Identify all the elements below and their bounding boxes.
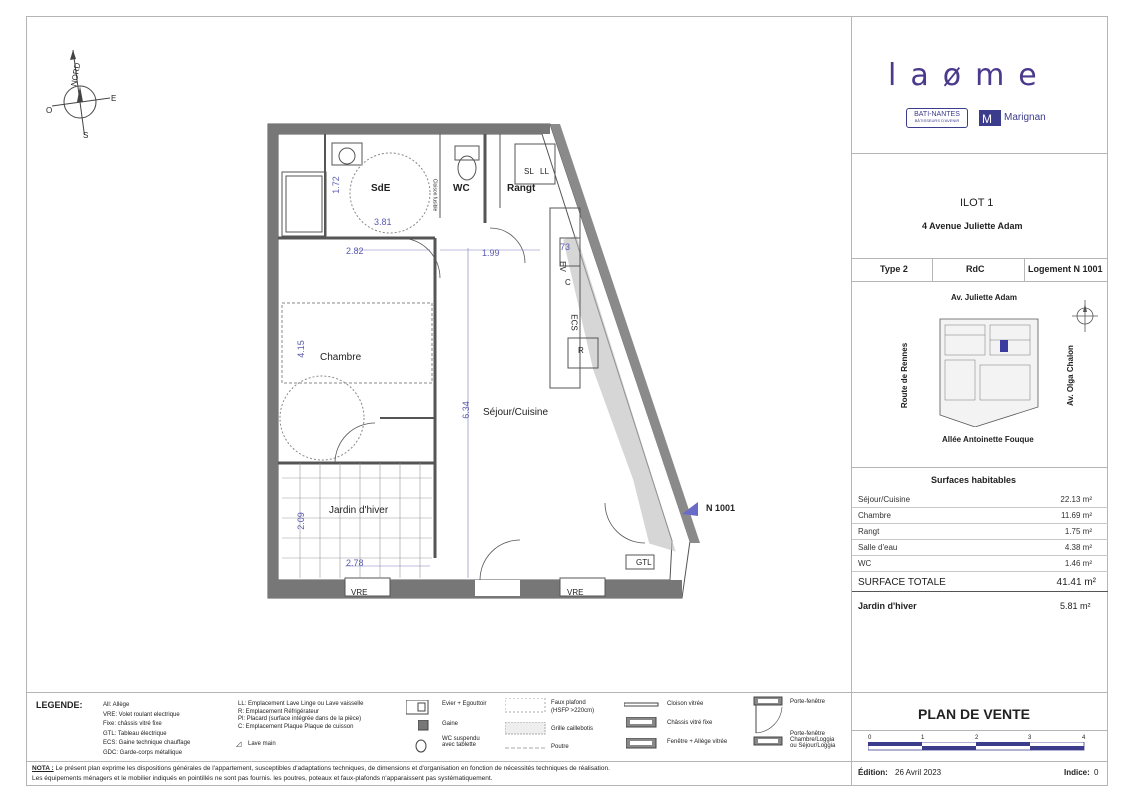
legend-item: ECS: Gaine technique chauffage [103, 740, 191, 746]
surface-row-label: Chambre [858, 511, 891, 520]
legend-item: Châssis vitré fixe [667, 720, 713, 726]
legend-item: Gaine [442, 721, 459, 727]
porte-fenetre-icon [752, 695, 786, 761]
room-wc: WC [453, 183, 470, 194]
indice-value: 0 [1094, 768, 1099, 777]
note-line-2: Les équipements ménagers et le mobilier indiqués en pointillés ne sont pas fournis. les poutres, poteaux et faux-plafonds n'apparaissent pas systématiquement. [32, 775, 493, 782]
street-east: Av. Olga Chalon [1065, 345, 1075, 406]
legend-item: GTL: Tableau électrique [103, 730, 167, 737]
surface-row [852, 492, 1108, 508]
ilot-title: ILOT 1 [960, 197, 994, 209]
surface-row [852, 540, 1108, 556]
faux-plafond-icon [505, 698, 547, 714]
legend-col3 [442, 701, 487, 748]
surface-row-value: 1.75 m² [1064, 527, 1092, 536]
street-west: Route de Rennes [900, 342, 910, 409]
legend-col5 [667, 701, 727, 745]
wc-icon [414, 737, 428, 753]
street-south: Allée Antoinette Fouque [942, 435, 1034, 444]
label-sl: SL [524, 167, 534, 176]
location-compass-icon [1070, 298, 1100, 334]
surface-row [852, 556, 1108, 572]
surface-row-label: Salle d'eau [858, 543, 898, 552]
divider [26, 692, 1108, 693]
note-text-1: Le présent plan exprime les dispositions générales de l'appartement, susceptibles d'adaptations techniques, de dimensions et d'organisation en fonction de nécessités techniques de réalisation. [55, 765, 610, 772]
plan-de-vente-title: PLAN DE VENTE [918, 706, 1031, 722]
scale-tick: 3 [1028, 735, 1032, 741]
legend-item: Porte-fenêtre [790, 699, 826, 705]
scale-tick: 0 [868, 735, 872, 741]
divider [851, 281, 1108, 282]
chassis-fixe-icon [626, 717, 658, 729]
fenetre-icon [626, 738, 658, 750]
legend-item: Pl: Placard (surface intégrée dans de la pièce) [238, 716, 362, 722]
surface-row-value: 4.38 m² [1064, 543, 1092, 552]
legend-item: C: Emplacement Plaque Plaque de cuisson [238, 723, 354, 730]
evier-icon [406, 700, 430, 716]
room-jardin: Jardin d'hiver [329, 505, 389, 516]
label-vre-1: VRE [351, 588, 368, 597]
grille-icon [505, 722, 547, 736]
unit-marker-icon [682, 502, 698, 516]
partner-batinantes-name: BATI-NANTES [914, 111, 960, 118]
room-rangt: Rangt [507, 183, 536, 194]
room-sde: SdE [371, 183, 391, 194]
legend-item: Chambre/Loggia [790, 737, 835, 743]
legend-item: Fixe: châssis vitré fixe [103, 721, 162, 727]
legend-col2 [238, 701, 363, 731]
unit-level: RdC [966, 264, 985, 274]
scale-tick: 2 [975, 735, 979, 741]
unit-type: Type 2 [880, 264, 908, 274]
legend-item: ou Séjour/Loggia [790, 743, 836, 749]
legend-item: GDC: Garde-corps métallique [103, 749, 183, 756]
brand-logo: laøme [888, 58, 1051, 93]
label-ll: LL [540, 167, 549, 176]
partner-marignan: Marignan [1004, 112, 1046, 123]
legend-item: Porte-fenêtre [790, 731, 826, 737]
compass-west: O [46, 106, 53, 115]
gaine-icon [418, 720, 430, 732]
divider [851, 153, 1108, 154]
label-vre-2: VRE [567, 588, 584, 597]
compass-south: S [83, 131, 89, 140]
surface-row [852, 508, 1108, 524]
legend-item: (HSFP >220cm) [551, 708, 595, 714]
surface-row [852, 524, 1108, 540]
legend-item: Grille caillebotis [551, 726, 594, 732]
legend-col4 [551, 699, 594, 751]
edition-date: 26 Avril 2023 [895, 768, 942, 777]
floor-plan [260, 118, 700, 608]
note-line-1 [32, 764, 610, 774]
surface-row-label: WC [858, 559, 872, 568]
dim-282: 2.82 [346, 246, 364, 256]
poutre-icon [505, 745, 547, 751]
partner-batinantes [906, 108, 968, 128]
surface-row-label: Rangt [858, 527, 880, 536]
dim-381: 3.81 [374, 217, 392, 227]
surface-row-value: 1.46 m² [1064, 559, 1092, 568]
legend-item: Poutre [551, 744, 569, 750]
lave-main-icon: ◿ [236, 741, 242, 748]
legend-item: All: Allège [103, 702, 130, 708]
label-r: R [578, 346, 584, 355]
surface-row-label: Séjour/Cuisine [858, 495, 911, 504]
partner-batinantes-sub: BÂTISSEURS D'AVENIR [914, 118, 960, 123]
legend-item: Evier + Egouttoir [442, 701, 487, 707]
indice-label: Indice: [1064, 768, 1090, 777]
scale-tick: 4 [1082, 735, 1086, 741]
divider [26, 761, 1108, 762]
jardin-value: 5.81 m² [1060, 601, 1091, 611]
compass-north: NORD [69, 62, 83, 87]
surfaces-title: Surfaces habitables [931, 475, 1017, 485]
legend-col1 [103, 701, 190, 758]
dim-172: 1.72 [330, 176, 341, 194]
legend-item: LL: Emplacement Lave Linge ou Lave vaisselle [238, 701, 364, 707]
note [32, 764, 610, 784]
room-sejour: Séjour/Cuisine [483, 407, 549, 418]
label-c: C [565, 278, 571, 287]
divider [932, 258, 933, 281]
legend-item: Fenêtre + Allège vitrée [667, 739, 728, 745]
marignan-logo-icon [979, 110, 1001, 126]
label-ev: EV [557, 261, 567, 272]
project-address: 4 Avenue Juliette Adam [922, 221, 1023, 231]
legend-item: VRE: Volet roulant electrique [103, 711, 180, 718]
legend-col6 [790, 699, 835, 749]
title-block-divider [851, 16, 852, 786]
label-cloison: Cloison fusible [431, 178, 438, 212]
legend-item: WC suspendu [442, 736, 480, 742]
surface-row-value: 22.13 m² [1060, 495, 1092, 504]
svg-text:M: M [982, 112, 992, 126]
edition-label: Édition: [858, 768, 888, 777]
jardin-label: Jardin d'hiver [858, 601, 917, 611]
dim-415: 4.15 [295, 340, 306, 358]
cloison-vitree-icon [624, 702, 660, 708]
surface-total-label: SURFACE TOTALE [858, 577, 946, 588]
dim-278: 2.78 [346, 558, 364, 568]
legend-lave-main: Lave main [248, 741, 276, 747]
unit-logement: Logement N 1001 [1028, 264, 1103, 274]
location-map [920, 315, 1055, 427]
street-north: Av. Juliette Adam [951, 293, 1017, 302]
dim-73: 73 [560, 242, 571, 252]
note-label: NOTA : [32, 765, 54, 772]
legend-title: LEGENDE: [36, 700, 83, 710]
compass-east: E [111, 94, 117, 103]
legend-item: R: Emplacement Réfrigérateur [238, 708, 320, 715]
legend-item: avec tablette [442, 742, 477, 748]
unit-marker-label: N 1001 [706, 503, 736, 513]
divider [851, 467, 1108, 468]
surface-total-row [852, 574, 1108, 592]
divider [851, 258, 1108, 259]
legend-item: Cloison vitrée [667, 701, 704, 707]
dim-634: 6.34 [460, 401, 471, 419]
room-chambre: Chambre [320, 352, 362, 363]
divider [1024, 258, 1025, 281]
legend-item: Faux plafond [551, 700, 586, 706]
dim-209: 2.09 [295, 512, 306, 530]
label-ecs: ECS [569, 314, 579, 331]
compass-rose-icon [40, 40, 135, 135]
scale-bar [868, 742, 1086, 752]
label-gtl: GTL [636, 558, 652, 567]
scale-tick: 1 [921, 735, 925, 741]
divider [851, 730, 1108, 731]
dim-199: 1.99 [482, 248, 500, 258]
surface-total-value: 41.41 m² [1056, 577, 1096, 588]
surface-row-value: 11.69 m² [1061, 511, 1092, 520]
